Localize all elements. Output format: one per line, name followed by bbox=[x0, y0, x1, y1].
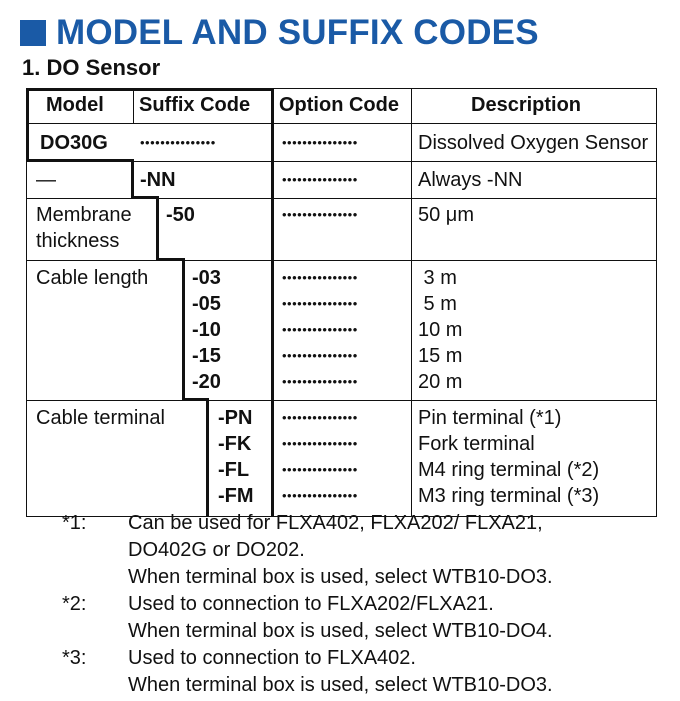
cable-terminal-option-dots: ••••••••••••••• bbox=[282, 462, 358, 477]
cable-terminal-description: M3 ring terminal (*3) bbox=[418, 485, 600, 507]
cable-length-description: 15 m bbox=[418, 345, 463, 367]
model-option-dots: ••••••••••••••• bbox=[282, 135, 358, 150]
stair-top bbox=[26, 88, 274, 91]
cable-terminal-code: -FM bbox=[218, 485, 254, 507]
header-square-icon bbox=[20, 20, 46, 46]
model-code: DO30G bbox=[40, 132, 108, 154]
cable-length-code: -15 bbox=[192, 345, 221, 367]
stair-right bbox=[271, 88, 274, 516]
page-header bbox=[20, 14, 539, 52]
cable-length-label: Cable length bbox=[36, 267, 149, 289]
cable-length-code: -03 bbox=[192, 267, 221, 289]
cable-length-code: -05 bbox=[192, 293, 221, 315]
membrane-label-line2: thickness bbox=[36, 230, 120, 252]
stair-left bbox=[26, 88, 29, 162]
cable-terminal-option-dots: ••••••••••••••• bbox=[282, 410, 358, 425]
membrane-option-dots: ••••••••••••••• bbox=[282, 207, 358, 222]
rule-right bbox=[656, 88, 657, 516]
stair-step1 bbox=[26, 159, 133, 162]
cable-length-description: 3 m bbox=[418, 267, 457, 289]
cable-terminal-code: -FK bbox=[218, 433, 252, 455]
stair-v4 bbox=[206, 398, 209, 516]
cable-terminal-description: M4 ring terminal (*2) bbox=[418, 459, 600, 481]
footnote-line: When terminal box is used, select WTB10-DO3. bbox=[128, 674, 553, 696]
cable-length-description: 10 m bbox=[418, 319, 463, 341]
always-label: — bbox=[36, 169, 56, 191]
stair-step4 bbox=[182, 398, 208, 401]
footnote-line: Used to connection to FLXA402. bbox=[128, 647, 416, 669]
cable-length-option-dots: ••••••••••••••• bbox=[282, 270, 358, 285]
rule-header bbox=[26, 123, 657, 124]
membrane-description: 50 μm bbox=[418, 204, 474, 226]
footnote-line: When terminal box is used, select WTB10-DO4. bbox=[128, 620, 553, 642]
cable-terminal-option-dots: ••••••••••••••• bbox=[282, 436, 358, 451]
always-option-dots: ••••••••••••••• bbox=[282, 172, 358, 187]
footnote-key: *2: bbox=[62, 593, 87, 615]
membrane-label-line1: Membrane bbox=[36, 204, 132, 226]
stair-v2 bbox=[156, 196, 159, 261]
footnote-line: Used to connection to FLXA202/FLXA21. bbox=[128, 593, 494, 615]
cable-length-code: -20 bbox=[192, 371, 221, 393]
header-description: Description bbox=[471, 94, 582, 116]
always-code: -NN bbox=[140, 169, 176, 191]
cable-length-description: 5 m bbox=[418, 293, 457, 315]
rule-desc-col bbox=[411, 88, 412, 516]
header-model: Model bbox=[46, 94, 104, 116]
page-title: MODEL AND SUFFIX CODES bbox=[56, 13, 539, 52]
rule-row4 bbox=[26, 400, 657, 401]
cable-length-option-dots: ••••••••••••••• bbox=[282, 374, 358, 389]
footnote-line: When terminal box is used, select WTB10-DO3. bbox=[128, 566, 553, 588]
cable-terminal-label: Cable terminal bbox=[36, 407, 165, 429]
footnote-line: DO402G or DO202. bbox=[128, 539, 305, 561]
membrane-code: -50 bbox=[166, 204, 195, 226]
rule-row2 bbox=[26, 198, 657, 199]
cable-length-description: 20 m bbox=[418, 371, 463, 393]
header-option-code: Option Code bbox=[279, 94, 399, 116]
rule-row3 bbox=[26, 260, 657, 261]
cable-terminal-code: -PN bbox=[218, 407, 253, 429]
always-description: Always -NN bbox=[418, 169, 523, 191]
cable-length-option-dots: ••••••••••••••• bbox=[282, 348, 358, 363]
cable-length-option-dots: ••••••••••••••• bbox=[282, 296, 358, 311]
cable-terminal-code: -FL bbox=[218, 459, 250, 481]
footnote-line: Can be used for FLXA402, FLXA202/ FLXA21, bbox=[128, 512, 543, 534]
suffix-code-table bbox=[26, 88, 657, 516]
stair-v3 bbox=[182, 258, 185, 401]
header-suffix-code: Suffix Code bbox=[139, 94, 251, 116]
cable-length-code: -10 bbox=[192, 319, 221, 341]
footnote-key: *3: bbox=[62, 647, 87, 669]
cable-terminal-description: Fork terminal bbox=[418, 433, 535, 455]
cable-terminal-description: Pin terminal (*1) bbox=[418, 407, 562, 429]
model-description: Dissolved Oxygen Sensor bbox=[418, 132, 649, 154]
rule-model-col bbox=[133, 88, 134, 123]
model-suffix-dots: ••••••••••••••• bbox=[140, 135, 216, 150]
stair-step2 bbox=[131, 196, 158, 199]
cable-length-option-dots: ••••••••••••••• bbox=[282, 322, 358, 337]
cable-terminal-option-dots: ••••••••••••••• bbox=[282, 488, 358, 503]
footnote-key: *1: bbox=[62, 512, 87, 534]
section-title: 1. DO Sensor bbox=[22, 55, 161, 80]
stair-v1 bbox=[131, 159, 134, 199]
stair-step3 bbox=[156, 258, 184, 261]
